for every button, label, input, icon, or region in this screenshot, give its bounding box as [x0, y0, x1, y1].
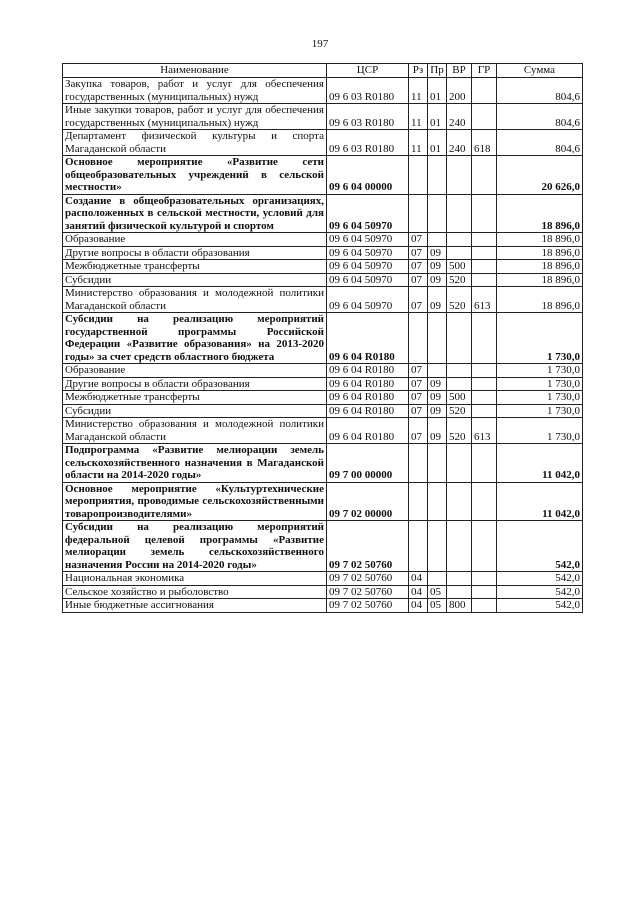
cell-sum: 804,6	[497, 130, 583, 156]
cell-name: Другие вопросы в области образования	[63, 377, 327, 391]
cell-pr: 09	[428, 287, 447, 313]
budget-table	[62, 63, 583, 613]
cell-name: Министерство образования и молодежной политики Магаданской области	[63, 287, 327, 313]
header-sum: Сумма	[497, 64, 583, 78]
table-row	[63, 313, 583, 364]
cell-rz: 04	[409, 599, 428, 613]
cell-name: Субсидии	[63, 404, 327, 418]
table-row	[63, 444, 583, 483]
cell-sum: 1 730,0	[497, 391, 583, 405]
cell-gr	[472, 78, 497, 104]
cell-pr: 01	[428, 104, 447, 130]
cell-gr: 613	[472, 287, 497, 313]
cell-sum: 11 042,0	[497, 482, 583, 521]
cell-sum: 542,0	[497, 521, 583, 572]
cell-sum: 804,6	[497, 104, 583, 130]
cell-sum: 18 896,0	[497, 260, 583, 274]
cell-gr	[472, 444, 497, 483]
cell-name: Образование	[63, 364, 327, 378]
cell-csr: 09 6 04 50970	[327, 260, 409, 274]
table-row	[63, 194, 583, 233]
cell-gr	[472, 391, 497, 405]
table-row	[63, 521, 583, 572]
cell-sum: 18 896,0	[497, 194, 583, 233]
cell-rz	[409, 521, 428, 572]
cell-vr	[447, 572, 472, 586]
table-row	[63, 260, 583, 274]
cell-gr	[472, 194, 497, 233]
cell-csr: 09 6 03 R0180	[327, 78, 409, 104]
cell-gr	[472, 156, 497, 195]
cell-name: Департамент физической культуры и спорта Магаданской области	[63, 130, 327, 156]
cell-rz: 07	[409, 404, 428, 418]
table-row	[63, 364, 583, 378]
header-gr: ГР	[472, 64, 497, 78]
cell-rz: 07	[409, 418, 428, 444]
cell-pr: 09	[428, 418, 447, 444]
header-vr: ВР	[447, 64, 472, 78]
cell-vr	[447, 377, 472, 391]
cell-vr	[447, 482, 472, 521]
cell-pr: 09	[428, 404, 447, 418]
cell-sum: 804,6	[497, 78, 583, 104]
cell-rz: 07	[409, 391, 428, 405]
cell-vr	[447, 233, 472, 247]
table-row	[63, 572, 583, 586]
cell-pr	[428, 156, 447, 195]
table-row	[63, 391, 583, 405]
cell-pr: 05	[428, 585, 447, 599]
cell-csr: 09 7 02 50760	[327, 572, 409, 586]
cell-gr	[472, 260, 497, 274]
cell-gr	[472, 585, 497, 599]
cell-csr: 09 7 02 50760	[327, 521, 409, 572]
cell-pr	[428, 482, 447, 521]
cell-rz: 07	[409, 377, 428, 391]
cell-name: Иные бюджетные ассигнования	[63, 599, 327, 613]
cell-sum: 1 730,0	[497, 404, 583, 418]
cell-vr	[447, 156, 472, 195]
cell-rz: 11	[409, 104, 428, 130]
cell-rz	[409, 194, 428, 233]
cell-vr	[447, 521, 472, 572]
cell-vr	[447, 313, 472, 364]
cell-vr	[447, 444, 472, 483]
cell-pr: 09	[428, 377, 447, 391]
cell-rz	[409, 156, 428, 195]
cell-csr: 09 6 04 50970	[327, 273, 409, 287]
header-pr: Пр	[428, 64, 447, 78]
cell-csr: 09 6 04 00000	[327, 156, 409, 195]
header-csr: ЦСР	[327, 64, 409, 78]
cell-csr: 09 6 04 R0180	[327, 364, 409, 378]
cell-rz	[409, 444, 428, 483]
cell-sum: 1 730,0	[497, 364, 583, 378]
cell-vr: 520	[447, 418, 472, 444]
cell-gr	[472, 599, 497, 613]
cell-vr: 240	[447, 104, 472, 130]
cell-rz: 11	[409, 78, 428, 104]
cell-gr	[472, 273, 497, 287]
cell-name: Субсидии на реализацию мероприятий федеральной целевой программы «Развитие мелиорации земель сельскохозяйственного назначения России на 2014-2020 годы»	[63, 521, 327, 572]
cell-pr	[428, 233, 447, 247]
cell-gr	[472, 364, 497, 378]
table-row	[63, 377, 583, 391]
table-row	[63, 233, 583, 247]
cell-vr: 520	[447, 273, 472, 287]
table-row	[63, 130, 583, 156]
cell-sum: 1 730,0	[497, 313, 583, 364]
cell-vr	[447, 364, 472, 378]
cell-name: Межбюджетные трансферты	[63, 260, 327, 274]
table-row	[63, 78, 583, 104]
cell-csr: 09 6 04 50970	[327, 287, 409, 313]
cell-rz: 11	[409, 130, 428, 156]
cell-name: Иные закупки товаров, работ и услуг для обеспечения государственных (муниципальных) нужд	[63, 104, 327, 130]
table-header-row	[63, 64, 583, 78]
cell-pr: 09	[428, 246, 447, 260]
cell-vr: 520	[447, 404, 472, 418]
cell-rz: 04	[409, 585, 428, 599]
cell-rz: 07	[409, 287, 428, 313]
cell-rz	[409, 313, 428, 364]
cell-csr: 09 7 02 50760	[327, 599, 409, 613]
cell-csr: 09 6 04 R0180	[327, 418, 409, 444]
header-rz: Рз	[409, 64, 428, 78]
cell-sum: 542,0	[497, 572, 583, 586]
cell-sum: 1 730,0	[497, 418, 583, 444]
cell-sum: 542,0	[497, 599, 583, 613]
table-row	[63, 482, 583, 521]
cell-gr	[472, 246, 497, 260]
cell-sum: 11 042,0	[497, 444, 583, 483]
cell-pr: 09	[428, 260, 447, 274]
cell-name: Сельское хозяйство и рыболовство	[63, 585, 327, 599]
cell-rz: 07	[409, 364, 428, 378]
cell-pr: 01	[428, 78, 447, 104]
cell-gr	[472, 404, 497, 418]
table-row	[63, 273, 583, 287]
cell-rz: 07	[409, 246, 428, 260]
cell-gr	[472, 521, 497, 572]
cell-vr: 800	[447, 599, 472, 613]
cell-gr: 618	[472, 130, 497, 156]
cell-vr	[447, 246, 472, 260]
cell-sum: 18 896,0	[497, 273, 583, 287]
cell-name: Другие вопросы в области образования	[63, 246, 327, 260]
cell-csr: 09 6 04 50970	[327, 233, 409, 247]
cell-pr	[428, 572, 447, 586]
cell-sum: 542,0	[497, 585, 583, 599]
cell-pr	[428, 313, 447, 364]
page-number: 197	[311, 38, 329, 50]
cell-name: Подпрограмма «Развитие мелиорации земель сельскохозяйственного назначения в Магаданской области на 2014-2020 годы»	[63, 444, 327, 483]
cell-vr: 500	[447, 260, 472, 274]
cell-gr	[472, 313, 497, 364]
cell-pr	[428, 194, 447, 233]
cell-csr: 09 6 04 50970	[327, 246, 409, 260]
cell-gr	[472, 482, 497, 521]
header-name: Наименование	[63, 64, 327, 78]
cell-gr	[472, 572, 497, 586]
cell-name: Субсидии на реализацию мероприятий государственной программы Российской Федерации «Развитие образования» на 2013-2020 годы» за счет средств областного бюджета	[63, 313, 327, 364]
cell-vr	[447, 585, 472, 599]
cell-vr	[447, 194, 472, 233]
cell-name: Образование	[63, 233, 327, 247]
cell-csr: 09 6 04 R0180	[327, 313, 409, 364]
cell-vr: 240	[447, 130, 472, 156]
cell-name: Межбюджетные трансферты	[63, 391, 327, 405]
cell-name: Национальная экономика	[63, 572, 327, 586]
cell-sum: 18 896,0	[497, 287, 583, 313]
cell-csr: 09 6 04 R0180	[327, 377, 409, 391]
cell-pr	[428, 444, 447, 483]
cell-gr	[472, 377, 497, 391]
cell-csr: 09 7 02 00000	[327, 482, 409, 521]
cell-vr: 200	[447, 78, 472, 104]
cell-gr	[472, 233, 497, 247]
table-body	[63, 78, 583, 613]
table-row	[63, 599, 583, 613]
table-row	[63, 246, 583, 260]
cell-pr	[428, 521, 447, 572]
cell-pr: 05	[428, 599, 447, 613]
cell-rz: 07	[409, 260, 428, 274]
cell-csr: 09 6 03 R0180	[327, 130, 409, 156]
cell-sum: 18 896,0	[497, 246, 583, 260]
cell-rz: 04	[409, 572, 428, 586]
table-row	[63, 404, 583, 418]
cell-pr: 09	[428, 391, 447, 405]
table-row	[63, 418, 583, 444]
cell-sum: 18 896,0	[497, 233, 583, 247]
cell-csr: 09 6 04 R0180	[327, 404, 409, 418]
cell-name: Министерство образования и молодежной политики Магаданской области	[63, 418, 327, 444]
table-row	[63, 585, 583, 599]
table-row	[63, 156, 583, 195]
cell-csr: 09 7 00 00000	[327, 444, 409, 483]
cell-sum: 20 626,0	[497, 156, 583, 195]
cell-name: Основное мероприятие «Развитие сети общеобразовательных учреждений в сельской местности»	[63, 156, 327, 195]
table-row	[63, 287, 583, 313]
cell-sum: 1 730,0	[497, 377, 583, 391]
table-row	[63, 104, 583, 130]
cell-name: Создание в общеобразовательных организациях, расположенных в сельской местности, условий для занятий физической культурой и спортом	[63, 194, 327, 233]
cell-vr: 500	[447, 391, 472, 405]
cell-rz: 07	[409, 273, 428, 287]
cell-csr: 09 6 03 R0180	[327, 104, 409, 130]
cell-csr: 09 6 04 50970	[327, 194, 409, 233]
cell-vr: 520	[447, 287, 472, 313]
cell-gr: 613	[472, 418, 497, 444]
cell-pr	[428, 364, 447, 378]
cell-csr: 09 7 02 50760	[327, 585, 409, 599]
cell-name: Закупка товаров, работ и услуг для обеспечения государственных (муниципальных) нужд	[63, 78, 327, 104]
cell-pr: 01	[428, 130, 447, 156]
cell-rz: 07	[409, 233, 428, 247]
cell-name: Основное мероприятие «Культуртехнические мероприятия, проводимые сельскохозяйственными товаропроизводителями»	[63, 482, 327, 521]
cell-rz	[409, 482, 428, 521]
cell-csr: 09 6 04 R0180	[327, 391, 409, 405]
cell-gr	[472, 104, 497, 130]
cell-pr: 09	[428, 273, 447, 287]
cell-name: Субсидии	[63, 273, 327, 287]
